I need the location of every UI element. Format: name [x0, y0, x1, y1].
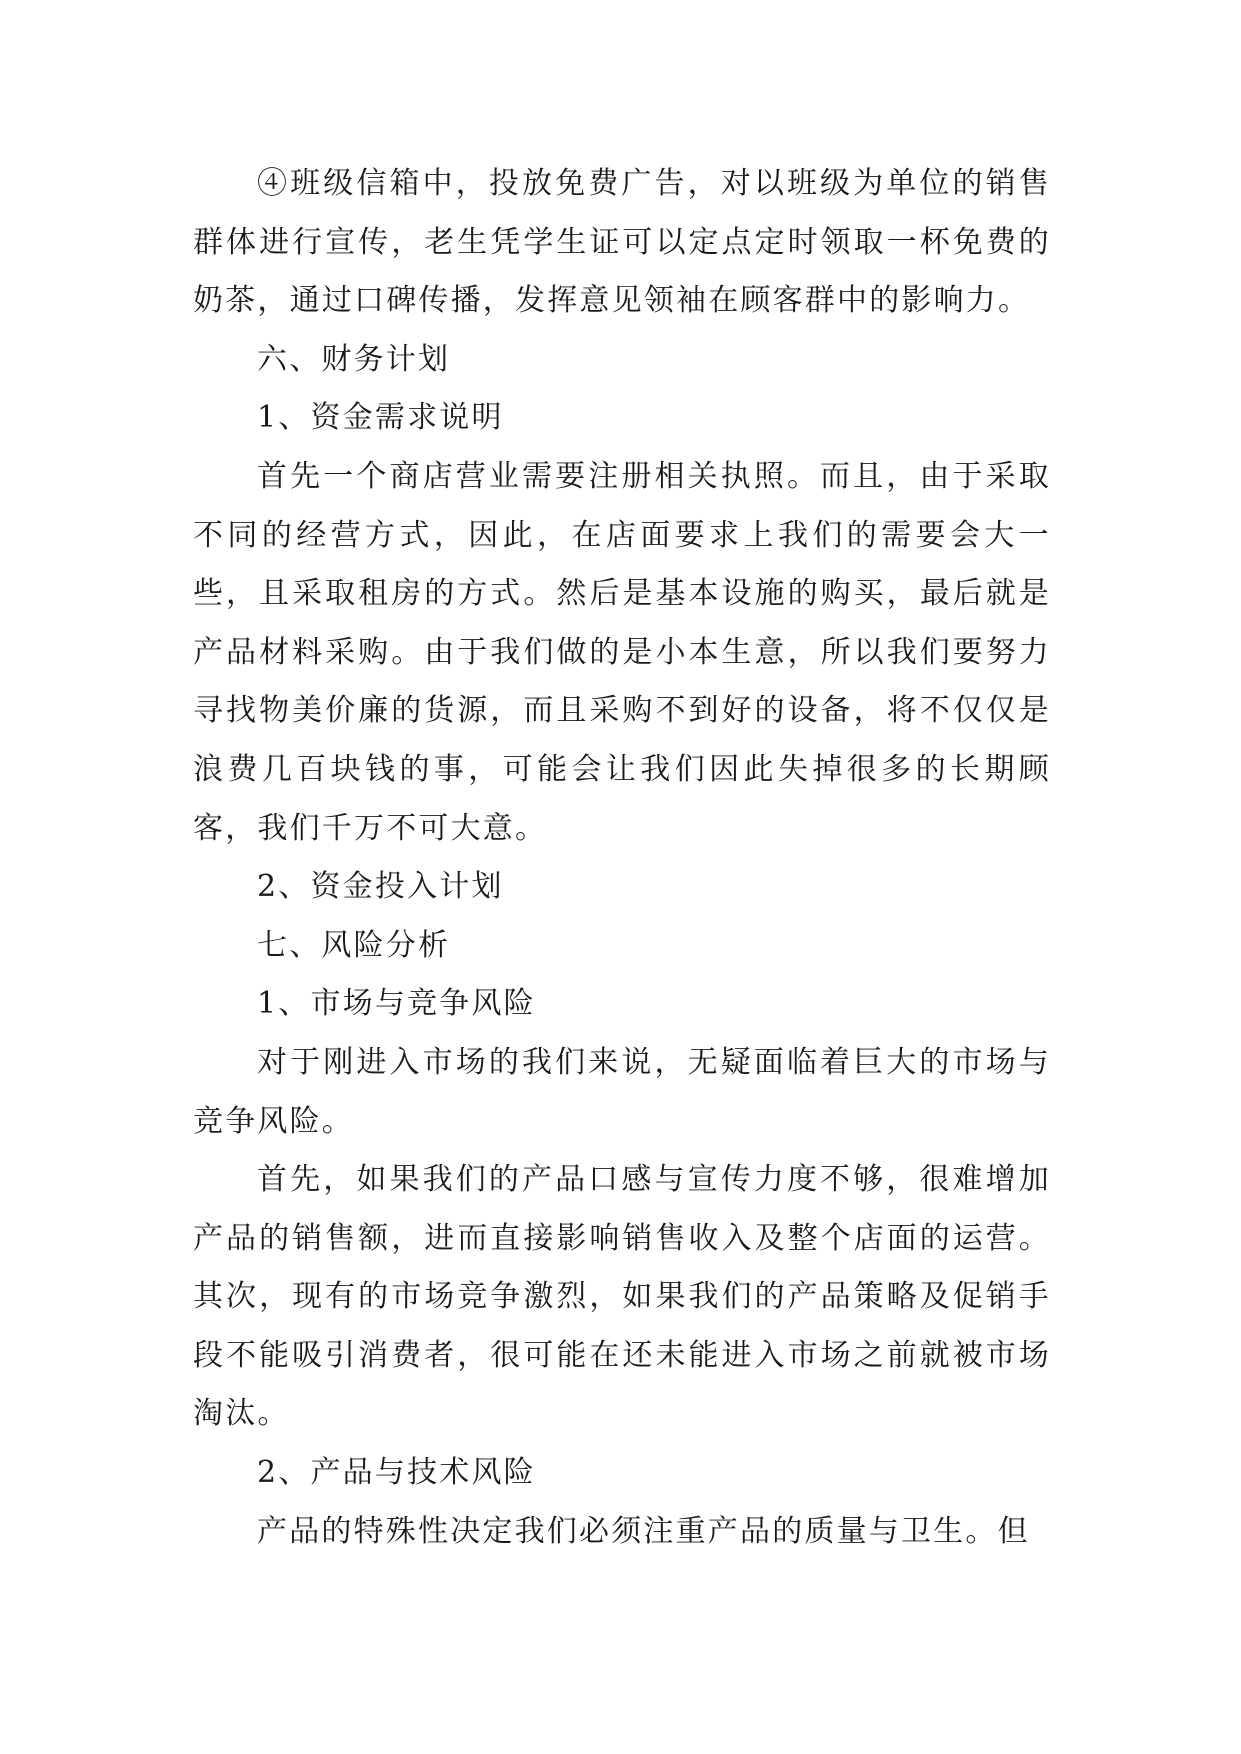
paragraph-fund-requirements: 首先一个商店营业需要注册相关执照。而且，由于采取不同的经营方式，因此，在店面要求上我们的需要会大一些，且采取租房的方式。然后是基本设施的购买，最后就是产品材料采购。由于我们做的是小本生意，所以我们要努力寻找物美价廉的货源，而且采购不到好的设备，将不仅仅是浪费几百块钱的事，可能会让我们因此失掉很多的长期顾客，我们千万不可大意。: [193, 458, 1051, 846]
heading-risk-analysis: 七、风险分析: [257, 927, 451, 963]
subheading-market-competition-risk: 1、市场与竞争风险: [257, 986, 536, 1022]
paragraph-market-risk-intro: 对于刚进入市场的我们来说，无疑面临着巨大的市场与竞争风险。: [193, 1044, 1051, 1139]
subheading-product-technology-risk: 2、产品与技术风险: [257, 1455, 536, 1491]
paragraph-product-risk: 产品的特殊性决定我们必须注重产品的质量与卫生。但: [257, 1513, 1030, 1549]
subheading-fund-investment-plan: 2、资金投入计划: [257, 869, 504, 905]
subheading-fund-requirements: 1、资金需求说明: [257, 400, 504, 436]
paragraph-market-risk-details: 首先，如果我们的产品口感与宣传力度不够，很难增加产品的销售额，进而直接影响销售收入及整个店面的运营。其次，现有的市场竞争激烈，如果我们的产品策略及促销手段不能吸引消费者，很可能在还未能进入市场之前就被市场淘汰。: [193, 1162, 1051, 1432]
heading-finance-plan: 六、财务计划: [257, 341, 451, 377]
document-page: [193, 155, 1051, 1561]
paragraph-promotion-ad: ④班级信箱中，投放免费广告，对以班级为单位的销售群体进行宣传，老生凭学生证可以定点定时领取一杯免费的奶茶，通过口碑传播，发挥意见领袖在顾客群中的影响力。: [193, 166, 1051, 319]
